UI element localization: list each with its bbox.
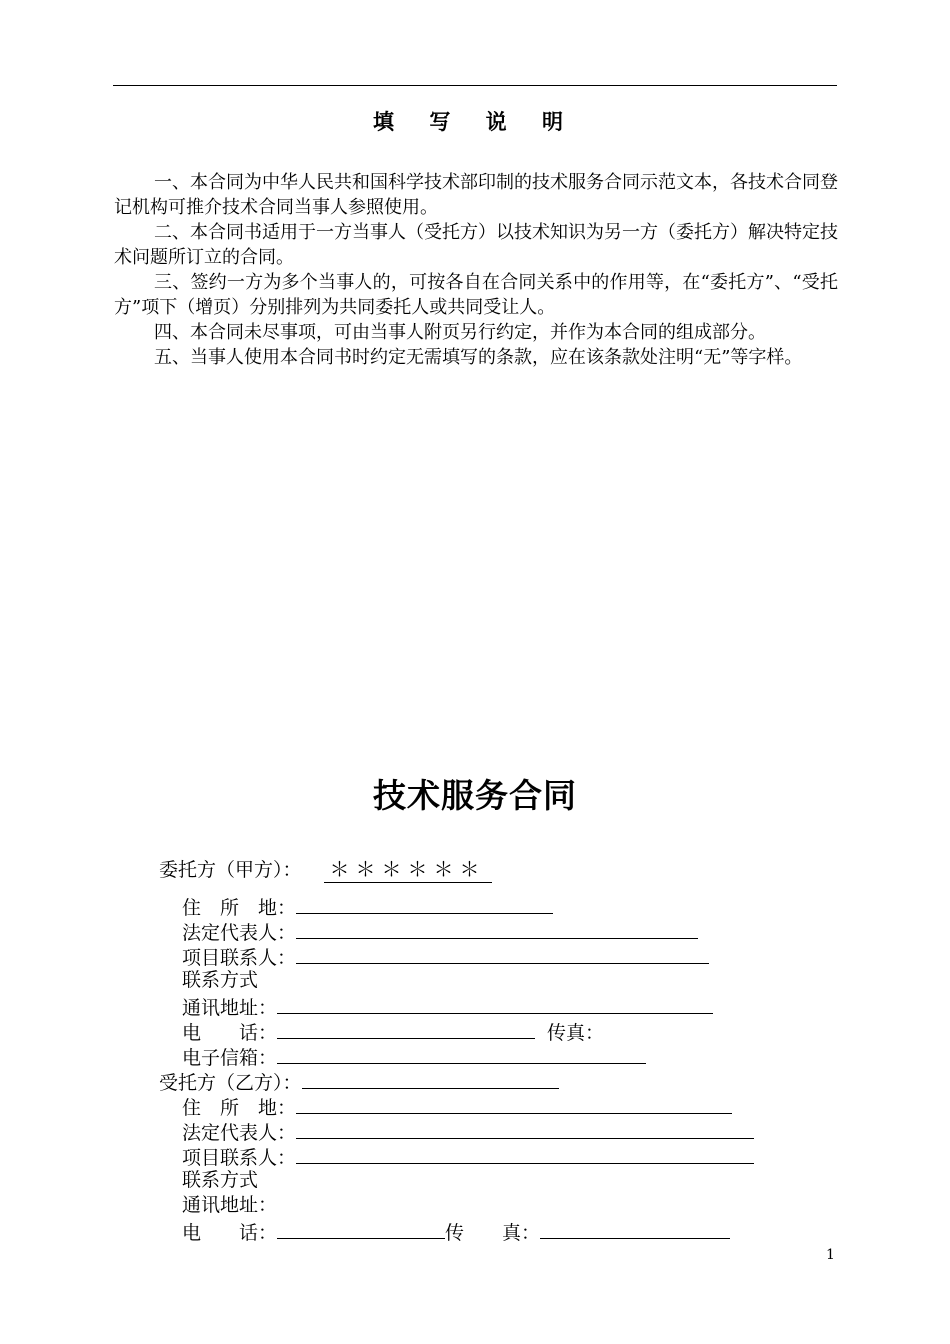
client-contact-method-row [182, 968, 258, 993]
provider-phone-field[interactable] [277, 1218, 445, 1239]
client-contact-field[interactable] [296, 943, 709, 964]
client-email-field[interactable] [277, 1043, 646, 1064]
provider-contact-method-label: 联系方式 [182, 1169, 259, 1191]
provider-address-label: 住 所 地： [182, 1097, 297, 1119]
instructions-title: 填 写 说 明 [373, 110, 577, 134]
provider-contact-method-row [182, 1168, 258, 1193]
client-address-label: 住 所 地： [182, 897, 297, 919]
provider-contact-label: 项目联系人： [182, 1147, 297, 1169]
client-phone-label: 电 话： [182, 1022, 278, 1044]
instruction-item: 二、本合同书适用于一方当事人（受托方）以技术知识为另一方（委托方）解决特定技术问题所订立的合同。 [114, 222, 838, 268]
client-mail-address-row [182, 993, 713, 1021]
instruction-item: 三、签约一方为多个当事人的，可按各自在合同关系中的作用等，在“委托方”、“受托方”项下（增页）分别排列为共同委托人或共同受让人。 [114, 272, 838, 318]
client-contact-row [182, 943, 709, 971]
instruction-item: 五、当事人使用本合同书时约定无需填写的条款，应在该条款处注明“无”等字样。 [154, 347, 803, 368]
provider-address-field[interactable] [296, 1093, 732, 1114]
provider-party-row [159, 1068, 559, 1096]
page-number: 1 [826, 1247, 835, 1263]
client-email-label: 电子信箱： [182, 1047, 278, 1069]
client-fax-label: 传真： [547, 1022, 605, 1044]
provider-fax-field[interactable] [540, 1218, 730, 1239]
provider-party-field[interactable] [302, 1068, 559, 1089]
client-mail-address-field[interactable] [277, 993, 713, 1014]
provider-address-row [182, 1093, 732, 1121]
instructions-body [114, 170, 838, 370]
client-legal-rep-field[interactable] [296, 918, 698, 939]
client-address-field[interactable] [296, 893, 553, 914]
provider-legal-rep-field[interactable] [296, 1118, 754, 1139]
provider-fax-label: 传 真： [445, 1222, 541, 1244]
contract-title: 技术服务合同 [373, 776, 577, 815]
provider-contact-row [182, 1143, 754, 1171]
client-phone-field[interactable] [277, 1018, 535, 1039]
client-legal-rep-label: 法定代表人： [182, 922, 297, 944]
provider-party-label: 受托方（乙方）： [159, 1072, 302, 1094]
provider-legal-rep-row [182, 1118, 754, 1146]
client-mail-address-label: 通讯地址： [182, 997, 278, 1019]
provider-phone-row [182, 1218, 730, 1246]
client-phone-row [182, 1018, 604, 1046]
instruction-item: 一、本合同为中华人民共和国科学技术部印制的技术服务合同示范文本，各技术合同登记机构可推介技术合同当事人参照使用。 [114, 172, 838, 218]
provider-mail-address-row [182, 1193, 277, 1218]
provider-contact-field[interactable] [296, 1143, 754, 1164]
client-party-label: 委托方（甲方）： [159, 859, 302, 881]
client-contact-method-label: 联系方式 [182, 969, 259, 991]
client-party-value[interactable]: ＊＊＊＊＊＊ [324, 857, 492, 883]
client-legal-rep-row [182, 918, 698, 946]
client-address-row [182, 893, 553, 921]
provider-legal-rep-label: 法定代表人： [182, 1122, 297, 1144]
client-contact-label: 项目联系人： [182, 947, 297, 969]
instruction-item: 四、本合同未尽事项，可由当事人附页另行约定，并作为本合同的组成部分。 [154, 322, 766, 343]
header-rule [113, 85, 837, 86]
provider-mail-address-label: 通讯地址： [182, 1194, 278, 1216]
client-party-row [159, 857, 492, 883]
provider-phone-label: 电 话： [182, 1222, 278, 1244]
client-email-row [182, 1043, 646, 1071]
